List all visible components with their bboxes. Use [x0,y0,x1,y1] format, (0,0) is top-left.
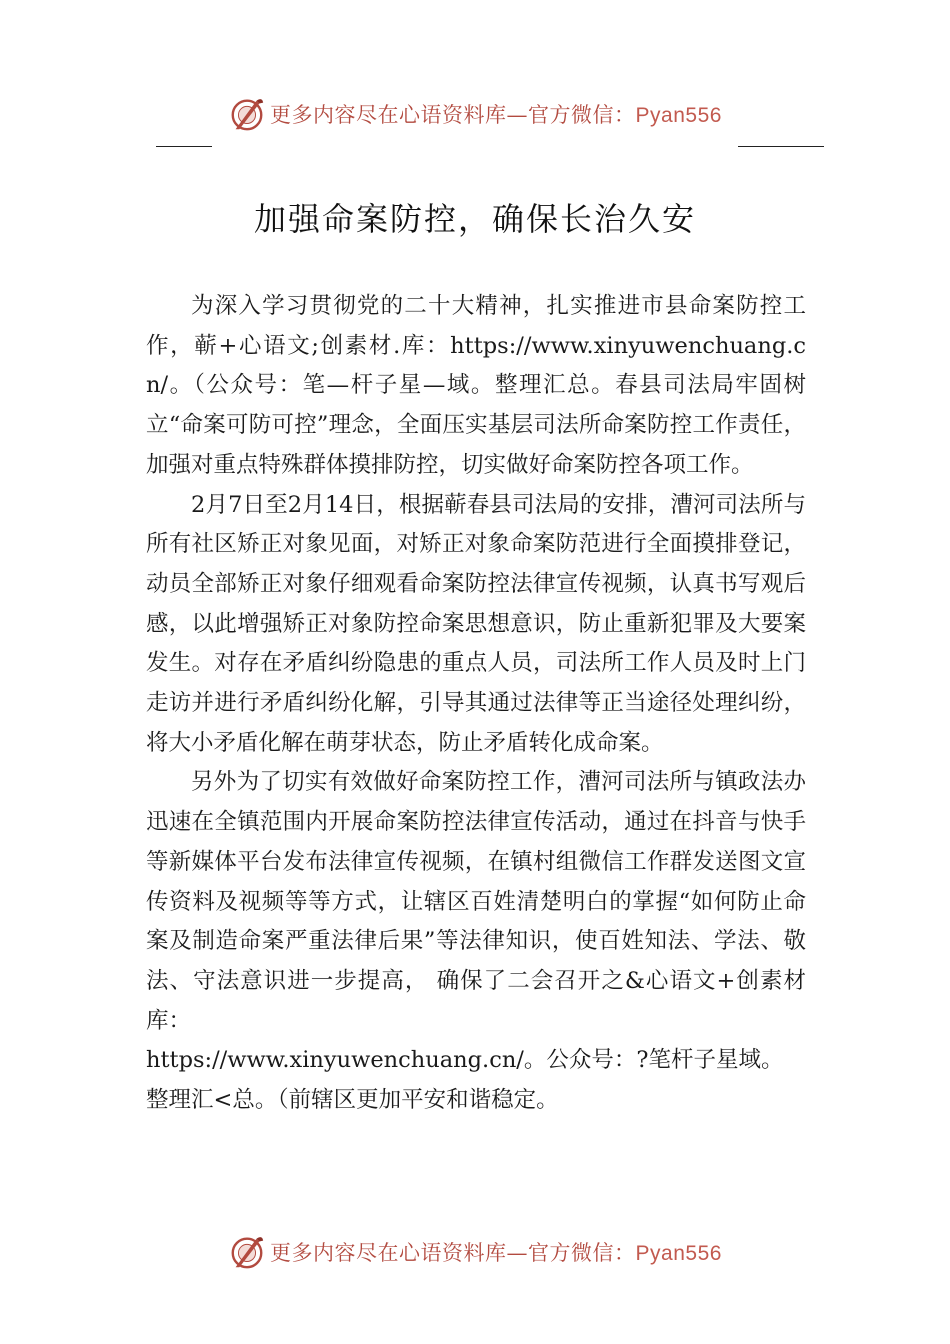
paragraph: 2月7日至2月14日，根据蕲春县司法局的安排，漕河司法所与所有社区矫正对象见面，对矫正对象命案防范进行全面摸排登记，动员全部矫正对象仔细观看命案防控法律宣传视频，认真书写观后感，以此增强矫正对象防控命案思想意识，防止重新犯罪及大要案发生。对存在矛盾纠纷隐患的重点人员，司法所工作人员及时上门走访并进行矛盾纠纷化解，引导其通过法律等正当途径处理纠纷，将大小矛盾化解在萌芽状态，防止矛盾转化成命案。 [146,491,806,756]
document-title: 加强命案防控，确保长治久安 [253,200,696,238]
footer-banner [0,1232,950,1272]
banner-text: 更多内容尽在心语资料库—官方微信：Pyan556 [270,103,722,127]
paragraph: https://www.xinyuwenchuang.cn/。公众号：?笔杆子星域。 [146,1047,784,1074]
document-body [146,287,806,1121]
header-banner [0,94,950,134]
paragraph: 整理汇<总。（前辖区更加平安和谐稳定。 [146,1087,559,1114]
header-rule-left [156,146,212,147]
wechat-id: Pyan556 [635,1242,722,1265]
header-rule-right [738,146,824,147]
wechat-id: Pyan556 [635,104,722,127]
paragraph: 另外为了切实有效做好命案防控工作，漕河司法所与镇政法办迅速在全镇范围内开展命案防控法律宣传活动，通过在抖音与快手等新媒体平台发布法律宣传视频，在镇村组微信工作群发送图文宣传资料及视频等等方式，让辖区百姓清楚明白的掌握“如何防止命案及制造命案严重法律后果”等法律知识，使百姓知法、学法、敬法、守法意识进一步提高， 确保了二会召开之&心语文+创素材库： [146,769,806,1034]
quill-logo-icon [228,1233,266,1271]
paragraph: 为深入学习贯彻党的二十大精神，扎实推进市县命案防控工作，蕲+心语文;创素材.库：https://www.xinyuwenchuang.cn/。（公众号：笔—杆子星—域。整理汇总。春县司法局牢固树立“命案可防可控”理念，全面压实基层司法所命案防控工作责任，加强对重点特殊群体摸排防控，切实做好命案防控各项工作。 [146,293,806,478]
banner-text: 更多内容尽在心语资料库—官方微信：Pyan556 [270,1241,722,1265]
quill-logo-icon [228,95,266,133]
